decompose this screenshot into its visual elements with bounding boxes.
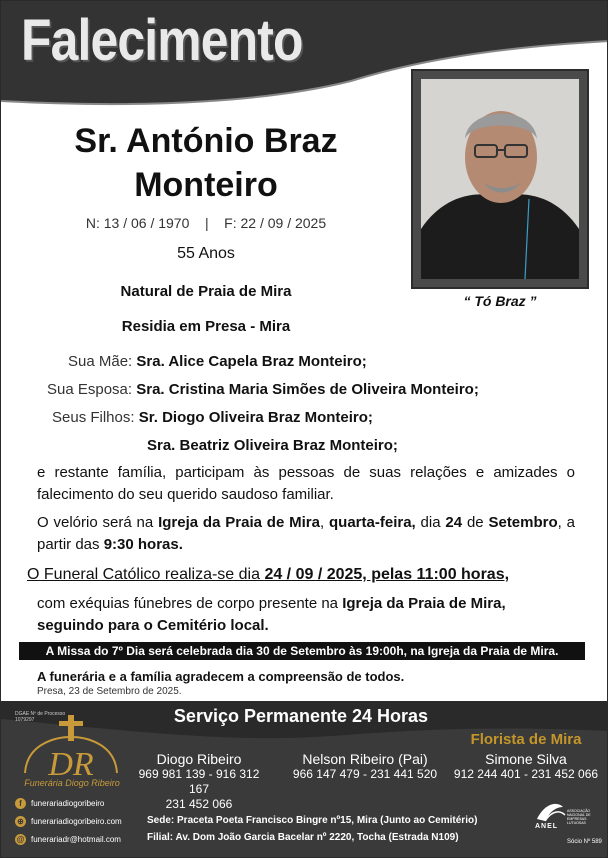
contact-diogo (129, 751, 269, 812)
mae-name: Sra. Alice Capela Braz Monteiro; (136, 353, 367, 370)
portrait-photo (421, 79, 579, 279)
exequias-text: com exéquias fúnebres de corpo presente na (37, 595, 343, 612)
anel-subtitle: ASSOCIAÇÃO NACIONAL DE EMPRESAS LUTUOSAS (567, 809, 591, 825)
nickname: “ Tó Braz ” (463, 293, 537, 309)
contact-name: Nelson Ribeiro (Pai) (302, 751, 428, 767)
dates (31, 215, 381, 231)
filhos-label: Seus Filhos: (52, 409, 135, 426)
socio-number: Sócio Nº 589 (567, 839, 602, 845)
agradecem: A funerária e a família agradecem a compreensão de todos. (37, 669, 405, 684)
velorio-church: Igreja da Praia de Mira (158, 514, 320, 531)
velorio-partir: , a partir das (37, 514, 576, 553)
deceased-name: Sr. António Braz Monteiro (74, 122, 338, 204)
birth-date: N: 13 / 06 / 1970 (85, 215, 190, 231)
filial-address: Filial: Av. Dom João Garcia Bacelar nº 2220, Tocha (Estrada N109) (147, 832, 459, 843)
contact-phone: 912 244 401 - 231 452 066 (453, 767, 599, 781)
social-facebook[interactable] (15, 798, 104, 809)
social-text: funerariadiogoribeiro (31, 799, 105, 808)
social-text: funerariadr@hotmail.com (31, 835, 121, 844)
exequias-cemetery: seguindo para o Cemitério local. (37, 617, 269, 634)
contact-phone: 966 147 479 - 231 441 520 (292, 767, 438, 781)
funeral-datetime: 24 / 09 / 2025, pelas 11:00 horas, (264, 566, 510, 583)
esposa-label: Sua Esposa: (47, 381, 133, 398)
family-filho2 (147, 437, 398, 454)
funeral-line (27, 566, 583, 584)
sede-address: Sede: Praceta Poeta Francisco Bingre nº15, Mira (Junto ao Cemitério) (147, 815, 478, 826)
place-date: Presa, 23 de Setembro de 2025. (37, 686, 182, 697)
filho2-name: Sra. Beatriz Oliveira Braz Monteiro; (147, 437, 398, 454)
velorio-month: Setembro (488, 514, 558, 531)
exequias-church: Igreja da Praia de Mira, (342, 595, 506, 612)
age: 55 Anos (177, 245, 235, 262)
death-date: F: 22 / 09 / 2025 (224, 215, 327, 231)
anel-label: ANEL (535, 823, 559, 830)
page-title: Falecimento (21, 8, 303, 73)
restante-paragraph: e restante família, participam às pessoas de suas relações e amizades o falecimento do seu querido saudoso familiar. (37, 464, 575, 503)
esposa-name: Sra. Cristina Maria Simões de Oliveira Monteiro; (136, 381, 479, 398)
velorio-weekday: quarta-feira, (329, 514, 416, 531)
funeral-text: O Funeral Católico realiza-se dia (27, 566, 265, 583)
dgae-process: DGAE Nº de Processo 1079297 (15, 711, 66, 723)
globe-icon: ⊕ (15, 816, 26, 827)
natural-de: Natural de Praia de Mira (120, 283, 292, 300)
velorio-day: 24 (445, 514, 463, 531)
velorio-text: O velório será na (37, 514, 159, 531)
portrait-frame (411, 69, 589, 289)
mail-icon: @ (16, 835, 25, 844)
contact-phone: 969 981 139 - 916 312 167 (138, 767, 260, 796)
contact-name: Simone Silva (485, 751, 567, 767)
missa-banner: A Missa do 7º Dia será celebrada dia 30 de Setembro às 19:00h, na Igreja da Praia de Mira. (19, 642, 585, 660)
social-text: funerariadiogoribeiro.com (31, 817, 122, 826)
contact-phone: 231 452 066 (165, 797, 233, 811)
mae-label: Sua Mãe: (68, 353, 133, 370)
logo-letters: DR (48, 746, 94, 783)
filho1-name: Sr. Diogo Oliveira Braz Monteiro; (138, 409, 373, 426)
logo-text: Funerária Diogo Ribeiro (24, 778, 120, 788)
date-separator: | (204, 215, 209, 231)
velorio-time: 9:30 horas. (103, 536, 183, 553)
contact-name: Diogo Ribeiro (156, 751, 242, 767)
florista-label: Florista de Mira (470, 731, 582, 748)
family-filhos (52, 409, 373, 426)
social-website[interactable] (15, 816, 122, 827)
velorio-de: de (462, 514, 489, 531)
family-mae (68, 353, 367, 370)
social-email[interactable] (15, 834, 121, 845)
velorio-comma: , (320, 514, 330, 531)
family-esposa (47, 381, 479, 398)
contact-simone (453, 751, 599, 782)
facebook-icon: f (15, 798, 26, 809)
velorio-dia: dia (415, 514, 446, 531)
velorio-paragraph (37, 512, 575, 556)
residia-em: Residia em Presa - Mira (121, 318, 291, 335)
exequias-paragraph (37, 593, 575, 637)
servico-permanente: Serviço Permanente 24 Horas (173, 706, 429, 726)
contact-nelson (289, 751, 441, 782)
